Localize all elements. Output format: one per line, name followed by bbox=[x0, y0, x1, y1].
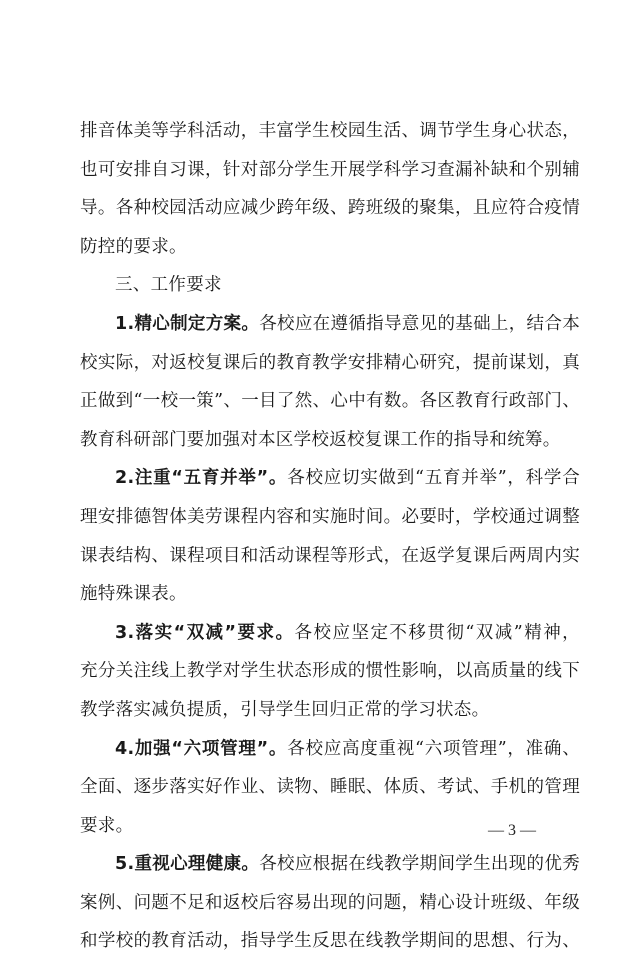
item-first-line bbox=[80, 730, 580, 769]
item-text: 各校应在遵循指导意见的基础上，结合本 bbox=[259, 313, 580, 334]
item-text: 各校应根据在线教学期间学生出现的优秀 bbox=[259, 854, 580, 875]
item-line: 要求。 bbox=[80, 815, 134, 836]
item-title: 1.精心制定方案。 bbox=[115, 313, 260, 334]
item-line: 和学校的教育活动，指导学生反思在线教学期间的思想、行为、 bbox=[80, 931, 580, 952]
intro-line: 也可安排自习课，针对部分学生开展学科学习查漏补缺和个别辅 bbox=[80, 159, 580, 180]
item-line: 教育科研部门要加强对本区学校返校复课工作的指导和统筹。 bbox=[80, 429, 561, 450]
item-title: 5.重视心理健康。 bbox=[115, 854, 260, 875]
item-title: 2.注重“五育并举”。 bbox=[115, 468, 288, 489]
item-line: 理安排德智体美劳课程内容和实施时间。必要时，学校通过调整 bbox=[80, 506, 580, 527]
item-title: 4.加强“六项管理”。 bbox=[115, 738, 288, 759]
item-line: 充分关注线上教学对学生状态形成的惯性影响，以高质量的线下 bbox=[80, 661, 580, 682]
item-line: 教学落实减负提质，引导学生回归正常的学习状态。 bbox=[80, 699, 490, 720]
intro-line: 排音体美等学科活动，丰富学生校园生活、调节学生身心状态， bbox=[80, 121, 580, 141]
item-line: 案例、问题不足和返校后容易出现的问题，精心设计班级、年级 bbox=[80, 892, 580, 913]
item-first-line bbox=[80, 305, 580, 344]
section-heading: 三、工作要求 bbox=[115, 275, 222, 296]
item-first-line bbox=[80, 614, 580, 653]
item-line: 正做到“一校一策”、一目了然、心中有数。各区教育行政部门、 bbox=[80, 391, 580, 412]
page-number: — 3 — bbox=[488, 822, 536, 839]
intro-line: 导。各种校园活动应减少跨年级、跨班级的聚集，且应符合疫情 bbox=[80, 198, 580, 219]
item-line: 校实际，对返校复课后的教育教学安排精心研究，提前谋划，真 bbox=[80, 352, 580, 373]
item-text: 各校应坚定不移贯彻“双减”精神， bbox=[294, 622, 580, 643]
item-text: 各校应切实做到“五育并举”，科学合 bbox=[287, 468, 580, 489]
item-first-line bbox=[80, 845, 580, 884]
item-line: 全面、逐步落实好作业、读物、睡眠、体质、考试、手机的管理 bbox=[80, 777, 580, 798]
item-title: 3.落实“双减”要求。 bbox=[115, 622, 295, 643]
item-line: 课表结构、课程项目和活动课程等形式，在返学复课后两周内实 bbox=[80, 545, 580, 566]
item-text: 各校应高度重视“六项管理”，准确、 bbox=[287, 738, 580, 759]
intro-line: 防控的要求。 bbox=[80, 236, 187, 257]
item-first-line bbox=[80, 459, 580, 498]
item-line: 施特殊课表。 bbox=[80, 584, 187, 605]
